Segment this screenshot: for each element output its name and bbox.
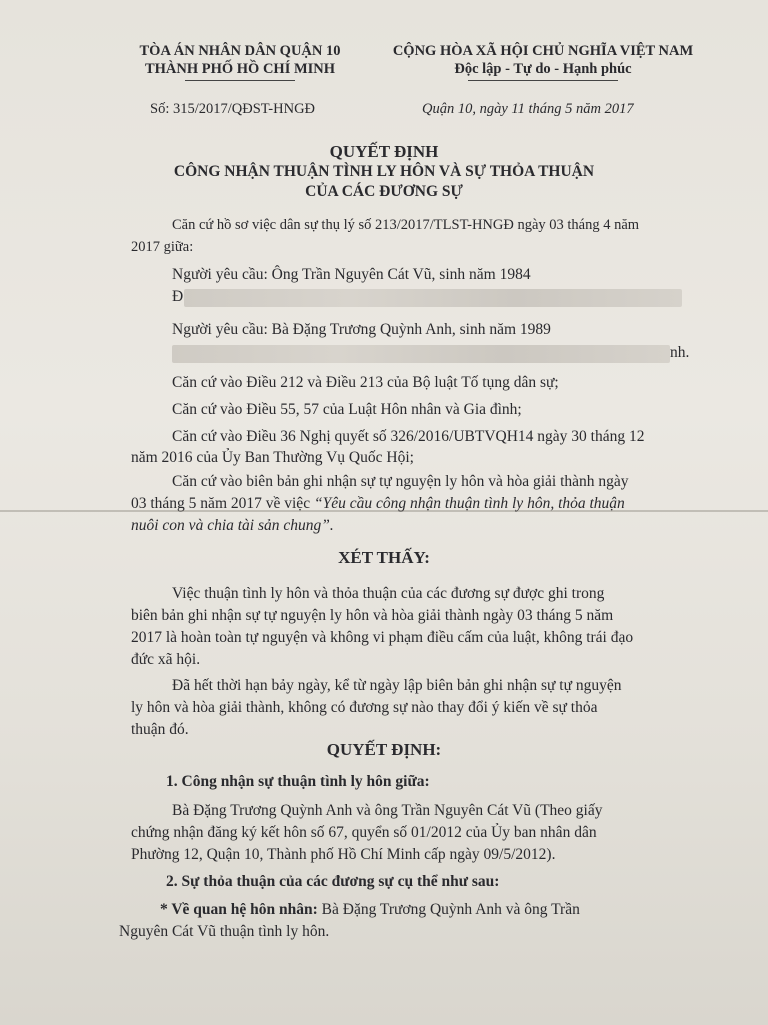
findings-p1-line-2: biên bản ghi nhận sự tự nguyện ly hôn và hòa giải thành ngày 03 tháng 5 năm [131,607,614,624]
requester-1: Người yêu cầu: Ông Trần Nguyên Cát Vũ, sinh năm 1984 [172,266,531,283]
case-basis-line-2: 2017 giữa: [131,239,194,255]
republic-header [378,42,708,81]
court-name: TÒA ÁN NHÂN DÂN QUẬN 10 [139,43,341,59]
court-header [125,42,355,81]
decision-item-1-line-2: chứng nhận đăng ký kết hôn số 67, quyển số 01/2012 của Ủy ban nhân dân [131,824,597,841]
redacted-address-2 [172,345,670,363]
findings-p2-line-1: Đã hết thời hạn bảy ngày, kể từ ngày lập biên bản ghi nhận sự tự nguyện [172,677,622,694]
legal-basis-3-line-2: năm 2016 của Ủy Ban Thường Vụ Quốc Hội; [131,449,414,466]
paper-fold [0,510,768,512]
header-divider-right [468,80,618,81]
findings-p2-line-3: thuận đó. [131,721,189,738]
court-city: THÀNH PHỐ HỒ CHÍ MINH [144,61,336,77]
decision-heading: QUYẾT ĐỊNH: [326,740,442,759]
findings-p1-line-4: đức xã hội. [131,651,201,668]
requester-1-address: Đ [172,288,184,305]
findings-p1-line-1: Việc thuận tình ly hôn và thỏa thuận của các đương sự được ghi trong [172,585,605,602]
republic-name: CỘNG HÒA XÃ HỘI CHỦ NGHĨA VIỆT NAM [392,43,694,59]
marriage-relation-text: Bà Đặng Trương Quỳnh Anh và ông Trần [317,901,580,918]
legal-basis-2: Căn cứ vào Điều 55, 57 của Luật Hôn nhân và Gia đình; [172,401,522,418]
record-date: 03 tháng 5 năm 2017 về việc [131,495,314,512]
findings-heading: XÉT THẤY: [338,548,430,567]
header-divider-left [185,80,295,81]
record-basis-line-1: Căn cứ vào biên bản ghi nhận sự tự nguyện ly hôn và hòa giải thành ngày [172,473,629,490]
marriage-relation-label: * Về quan hệ hôn nhân: [160,901,318,918]
decision-item-1: 1. Công nhận sự thuận tình ly hôn giữa: [166,773,430,790]
place-and-date: Quận 10, ngày 11 tháng 5 năm 2017 [422,101,634,117]
decision-item-2: 2. Sự thỏa thuận của các đương sự cụ thể như sau: [166,873,500,890]
legal-basis-3-line-1: Căn cứ vào Điều 36 Nghị quyết số 326/2016/UBTVQH14 ngày 30 tháng 12 [172,428,645,445]
document-number: Số: 315/2017/QĐST-HNGĐ [150,101,316,117]
legal-basis-1: Căn cứ vào Điều 212 và Điều 213 của Bộ luật Tố tụng dân sự; [172,374,559,391]
decision-item-2-line-2: Nguyên Cát Vũ thuận tình ly hôn. [119,923,330,940]
requester-2-address: nh. [670,344,690,361]
requester-2: Người yêu cầu: Bà Đặng Trương Quỳnh Anh, sinh năm 1989 [172,321,551,338]
decision-item-1-line-1: Bà Đặng Trương Quỳnh Anh và ông Trần Nguyên Cát Vũ (Theo giấy [172,802,603,819]
findings-p2-line-2: ly hôn và hòa giải thành, không có đương sự nào thay đổi ý kiến về sự thỏa [131,699,598,716]
findings-p1-line-3: 2017 là hoàn toàn tự nguyện và không vi phạm điều cấm của luật, không trái đạo [131,629,634,646]
record-basis-line-3: nuôi con và chia tài sản chung”. [131,517,334,534]
decision-item-2-line-1 [160,901,580,919]
republic-motto: Độc lập - Tự do - Hạnh phúc [454,61,632,77]
case-basis-line-1: Căn cứ hồ sơ việc dân sự thụ lý số 213/2017/TLST-HNGĐ ngày 03 tháng 4 năm [172,217,640,233]
redacted-address-1 [184,289,682,307]
document-title: QUYẾT ĐỊNH [329,142,439,161]
document-subtitle-2: CỦA CÁC ĐƯƠNG SỰ [305,183,463,200]
document-subtitle-1: CÔNG NHẬN THUẬN TÌNH LY HÔN VÀ SỰ THỎA THUẬN [173,163,595,180]
record-subject-start: “Yêu cầu công nhận thuận tình ly hôn, thỏa thuận [313,495,625,512]
decision-item-1-line-3: Phường 12, Quận 10, Thành phố Hồ Chí Minh cấp ngày 09/5/2012). [131,846,556,863]
